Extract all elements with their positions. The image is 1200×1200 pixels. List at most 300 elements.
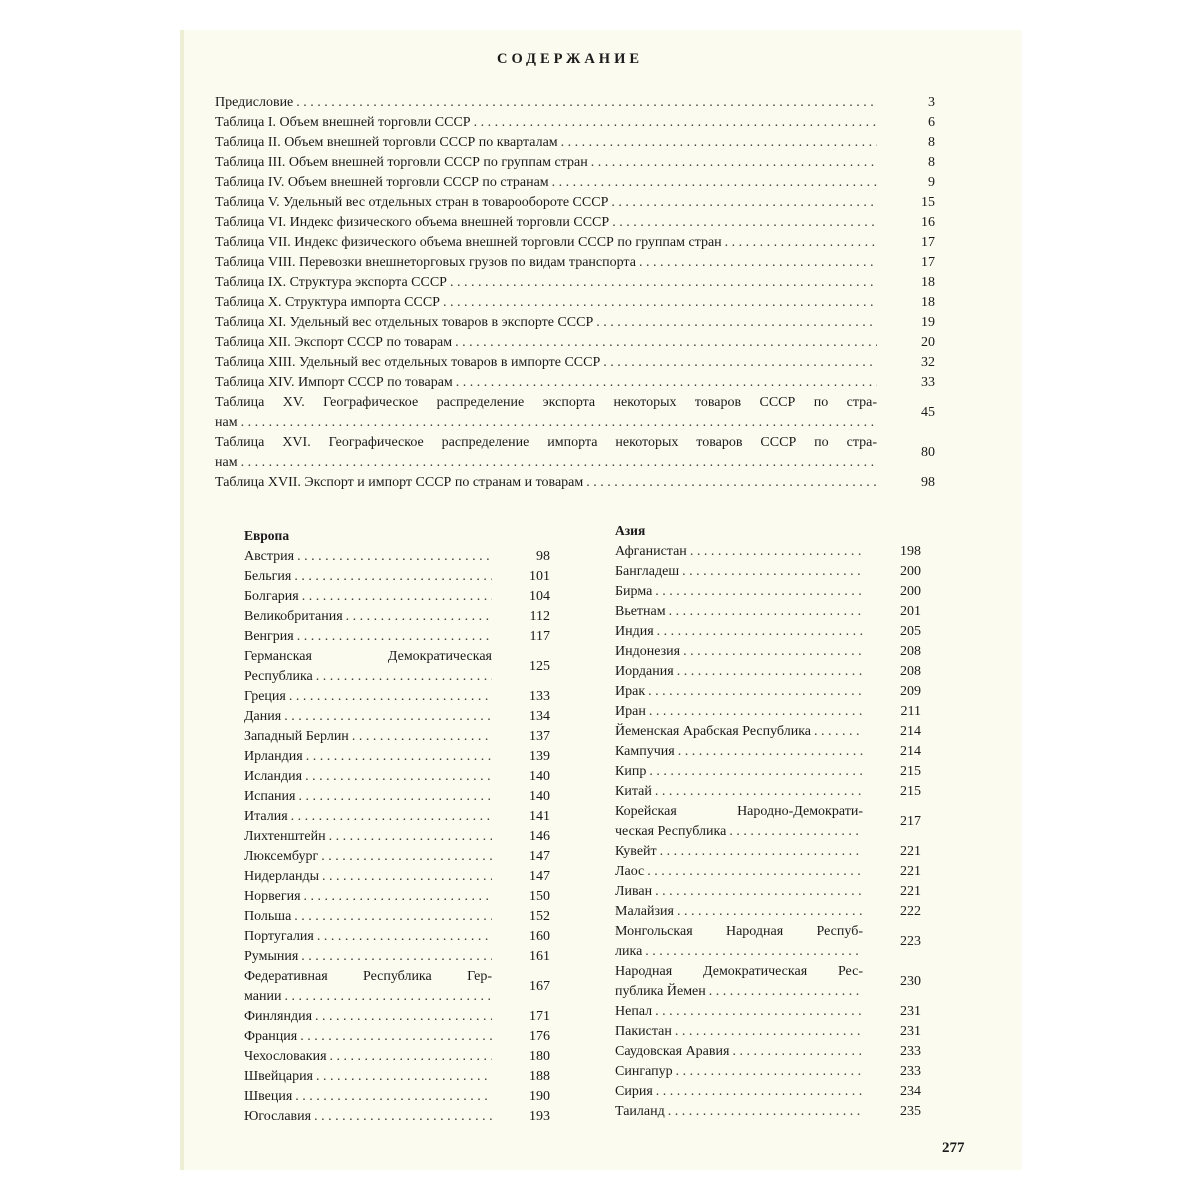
entry-text xyxy=(244,687,492,707)
entry-page-number: 33 xyxy=(921,375,935,390)
entry-text xyxy=(615,1002,863,1022)
dot-leader xyxy=(552,173,877,193)
dot-leader xyxy=(241,453,877,473)
book-page xyxy=(180,30,1022,1170)
dot-leader xyxy=(649,762,863,782)
entry-text xyxy=(615,702,863,722)
entry-text xyxy=(244,1107,492,1127)
entry-text xyxy=(615,862,863,882)
entry-text xyxy=(244,887,492,907)
entry-page-number: 6 xyxy=(928,115,935,130)
entry-text xyxy=(215,353,877,373)
entry-text xyxy=(244,567,492,587)
entry-label: Люксембург xyxy=(244,849,319,864)
toc-entry xyxy=(244,587,550,607)
toc-entry xyxy=(615,1082,921,1102)
entry-label: Австрия xyxy=(244,549,295,564)
dot-leader xyxy=(725,233,877,253)
toc-entry xyxy=(615,582,921,602)
toc-entry xyxy=(615,922,921,962)
entry-label-line1: Народная Демократическая Рес- xyxy=(615,964,863,979)
dot-leader xyxy=(611,193,877,213)
dot-leader xyxy=(352,727,492,747)
entry-label-cont: Республика xyxy=(244,669,313,684)
entry-page-number: 223 xyxy=(900,934,921,949)
entry-page-number: 222 xyxy=(900,904,921,919)
toc-entry xyxy=(615,602,921,622)
entry-text xyxy=(215,153,877,173)
toc-entry xyxy=(244,687,550,707)
entry-label: Лихтенштейн xyxy=(244,829,326,844)
entry-label-cont: нам xyxy=(215,455,238,470)
dot-leader xyxy=(603,353,877,373)
entry-page-number: 201 xyxy=(900,604,921,619)
entry-page-number: 134 xyxy=(529,709,550,724)
entry-page-number: 230 xyxy=(900,974,921,989)
entry-label: Норвегия xyxy=(244,889,301,904)
entry-text xyxy=(244,707,492,727)
entry-text xyxy=(215,213,877,233)
entry-label: Дания xyxy=(244,709,282,724)
entry-text xyxy=(615,902,863,922)
entry-label: Бельгия xyxy=(244,569,292,584)
dot-leader xyxy=(676,1062,863,1082)
entry-text xyxy=(215,193,877,213)
entry-page-number: 8 xyxy=(928,155,935,170)
entry-text xyxy=(615,1102,863,1122)
toc-entry xyxy=(215,273,935,293)
toc-entry xyxy=(215,293,935,313)
entry-page-number: 9 xyxy=(928,175,935,190)
dot-leader xyxy=(298,787,492,807)
entry-text xyxy=(215,113,877,133)
entry-page-number: 15 xyxy=(921,195,935,210)
entry-label-cont: лика xyxy=(615,944,643,959)
toc-entry xyxy=(244,907,550,927)
toc-entry xyxy=(244,567,550,587)
dot-leader xyxy=(291,807,492,827)
table-of-contents xyxy=(215,93,935,493)
entry-label: Кувейт xyxy=(615,844,657,859)
page-edge xyxy=(180,30,184,1170)
entry-page-number: 101 xyxy=(529,569,550,584)
toc-entry xyxy=(215,393,935,433)
toc-entry xyxy=(244,1007,550,1027)
toc-entry xyxy=(215,433,935,473)
entry-page-number: 234 xyxy=(900,1084,921,1099)
entry-label: Йеменская Арабская Республика xyxy=(615,724,811,739)
entry-text xyxy=(244,827,492,847)
entry-label-line2 xyxy=(244,667,492,687)
entry-page-number: 208 xyxy=(900,644,921,659)
toc-entry xyxy=(215,473,935,493)
dot-leader xyxy=(729,822,863,842)
entry-label: Таблица XII. Экспорт СССР по товарам xyxy=(215,335,453,350)
entry-label-line1: Германская Демократическая xyxy=(244,649,492,664)
entry-label-line2 xyxy=(215,413,877,433)
entry-label: Сингапур xyxy=(615,1064,673,1079)
entry-text xyxy=(615,582,863,602)
entry-label: Болгария xyxy=(244,589,299,604)
entry-label: Таблица III. Объем внешней торговли СССР по группам стран xyxy=(215,155,588,170)
entry-page-number: 19 xyxy=(921,315,935,330)
entry-page-number: 147 xyxy=(529,849,550,864)
dot-leader xyxy=(304,887,492,907)
entry-page-number: 231 xyxy=(900,1004,921,1019)
dot-leader xyxy=(596,313,877,333)
dot-leader xyxy=(321,847,492,867)
toc-entry xyxy=(615,762,921,782)
entry-label-line1: Таблица XVI. Географическое распределение импорта некоторых товаров СССР по стра- xyxy=(215,435,877,450)
toc-entry xyxy=(244,707,550,727)
entry-label: Малайзия xyxy=(615,904,674,919)
dot-leader xyxy=(296,93,877,113)
entry-page-number: 217 xyxy=(900,814,921,829)
entry-page-number: 233 xyxy=(900,1044,921,1059)
toc-entry xyxy=(244,927,550,947)
entry-text xyxy=(615,662,863,682)
entry-page-number: 141 xyxy=(529,809,550,824)
dot-leader xyxy=(241,413,877,433)
toc-entry xyxy=(244,947,550,967)
toc-entry xyxy=(215,333,935,353)
entry-label: Ливан xyxy=(615,884,653,899)
entry-text xyxy=(615,622,863,642)
entry-label-line1: Корейская Народно-Демократи- xyxy=(615,804,863,819)
entry-page-number: 235 xyxy=(900,1104,921,1119)
entry-label: Таблица XI. Удельный вес отдельных товаров в экспорте СССР xyxy=(215,315,594,330)
entry-page-number: 112 xyxy=(529,609,550,624)
entry-page-number: 211 xyxy=(900,704,921,719)
toc-entry xyxy=(244,867,550,887)
toc-entry xyxy=(615,542,921,562)
entry-label-line1: Федеративная Республика Гер- xyxy=(244,969,492,984)
dot-leader xyxy=(732,1042,863,1062)
dot-leader xyxy=(294,567,492,587)
entry-label: Таблица II. Объем внешней торговли СССР по кварталам xyxy=(215,135,558,150)
dot-leader xyxy=(297,547,492,567)
entry-text xyxy=(615,722,863,742)
toc-entry xyxy=(244,747,550,767)
entry-label: Швейцария xyxy=(244,1069,313,1084)
entry-page-number: 221 xyxy=(900,844,921,859)
entry-page-number: 3 xyxy=(928,95,935,110)
dot-leader xyxy=(316,1067,492,1087)
toc-entry xyxy=(244,627,550,647)
entry-label-cont: нам xyxy=(215,415,238,430)
entry-text xyxy=(244,747,492,767)
entry-text xyxy=(244,867,492,887)
entry-text xyxy=(615,1062,863,1082)
dot-leader xyxy=(648,682,863,702)
entry-page-number: 104 xyxy=(529,589,550,604)
entry-page-number: 214 xyxy=(900,744,921,759)
entry-label: Финляндия xyxy=(244,1009,313,1024)
entry-label: Иран xyxy=(615,704,646,719)
toc-entry xyxy=(244,647,550,687)
dot-leader xyxy=(669,602,863,622)
toc-entry xyxy=(244,547,550,567)
dot-leader xyxy=(814,722,863,742)
entry-text xyxy=(244,1087,492,1107)
dot-leader xyxy=(709,982,863,1002)
entry-text xyxy=(244,1047,492,1067)
dot-leader xyxy=(294,907,492,927)
entry-label: Таблица V. Удельный вес отдельных стран в товарообороте СССР xyxy=(215,195,609,210)
entry-text xyxy=(244,1027,492,1047)
entry-page-number: 209 xyxy=(900,684,921,699)
toc-entry xyxy=(215,133,935,153)
entry-label: Афганистан xyxy=(615,544,687,559)
entry-label: Предисловие xyxy=(215,95,294,110)
entry-label-line2 xyxy=(615,942,863,962)
entry-text xyxy=(215,473,877,493)
entry-label: Таблица IX. Структура экспорта СССР xyxy=(215,275,447,290)
entry-page-number: 20 xyxy=(921,335,935,350)
dot-leader xyxy=(655,782,863,802)
entry-label: Ирак xyxy=(615,684,646,699)
entry-text xyxy=(244,807,492,827)
entry-page-number: 190 xyxy=(529,1089,550,1104)
toc-entry xyxy=(615,842,921,862)
toc-entry xyxy=(215,113,935,133)
entry-page-number: 200 xyxy=(900,584,921,599)
dot-leader xyxy=(655,1002,863,1022)
entry-label: Лаос xyxy=(615,864,645,879)
entry-text xyxy=(244,587,492,607)
toc-entry xyxy=(615,882,921,902)
entry-text xyxy=(244,787,492,807)
entry-page-number: 180 xyxy=(529,1049,550,1064)
entry-label-line2 xyxy=(244,987,492,1007)
entry-page-number: 139 xyxy=(529,749,550,764)
entry-page-number: 198 xyxy=(900,544,921,559)
asia-heading: Азия xyxy=(615,523,646,538)
dot-leader xyxy=(306,747,492,767)
entry-page-number: 231 xyxy=(900,1024,921,1039)
dot-leader xyxy=(316,667,492,687)
entry-label-line2 xyxy=(615,982,863,1002)
dot-leader xyxy=(329,827,492,847)
entry-page-number: 200 xyxy=(900,564,921,579)
entry-label-line1: Таблица XV. Географическое распределение экспорта некоторых товаров СССР по стра- xyxy=(215,395,877,410)
entry-page-number: 137 xyxy=(529,729,550,744)
dot-leader xyxy=(284,987,492,1007)
entry-label: Таблица XVII. Экспорт и импорт СССР по странам и товарам xyxy=(215,475,584,490)
dot-leader xyxy=(655,582,863,602)
entry-page-number: 205 xyxy=(900,624,921,639)
entry-text xyxy=(244,907,492,927)
dot-leader xyxy=(295,1087,492,1107)
toc-entry xyxy=(615,1042,921,1062)
entry-label: Португалия xyxy=(244,929,314,944)
entry-label: Таблица I. Объем внешней торговли СССР xyxy=(215,115,471,130)
entry-label: Испания xyxy=(244,789,296,804)
entry-page-number: 98 xyxy=(536,549,550,564)
entry-text xyxy=(215,133,877,153)
entry-label: Таблица IV. Объем внешней торговли СССР по странам xyxy=(215,175,549,190)
toc-entry xyxy=(215,253,935,273)
entry-label: Таблица VIII. Перевозки внешнеторговых грузов по видам транспорта xyxy=(215,255,636,270)
entry-text xyxy=(215,373,877,393)
toc-entry xyxy=(615,1102,921,1122)
toc-entry xyxy=(244,1067,550,1087)
dot-leader xyxy=(450,273,877,293)
entry-label: Таблица XIII. Удельный вес отдельных товаров в импорте СССР xyxy=(215,355,601,370)
dot-leader xyxy=(591,153,877,173)
entry-text xyxy=(615,1022,863,1042)
entry-page-number: 221 xyxy=(900,884,921,899)
toc-entry xyxy=(244,1027,550,1047)
dot-leader xyxy=(655,882,863,902)
page-number: 277 xyxy=(942,1140,965,1156)
toc-entry xyxy=(215,193,935,213)
entry-page-number: 233 xyxy=(900,1064,921,1079)
entry-text xyxy=(615,782,863,802)
dot-leader xyxy=(284,707,492,727)
entry-text xyxy=(244,547,492,567)
entry-label: Италия xyxy=(244,809,288,824)
europe-section xyxy=(244,525,550,1127)
dot-leader xyxy=(660,842,863,862)
entry-page-number: 140 xyxy=(529,789,550,804)
dot-leader xyxy=(682,562,863,582)
toc-entry xyxy=(215,353,935,373)
dot-leader xyxy=(656,1082,863,1102)
entry-label-line1: Монгольская Народная Респуб- xyxy=(615,924,863,939)
entry-text xyxy=(244,927,492,947)
dot-leader xyxy=(289,687,492,707)
entry-label: Сирия xyxy=(615,1084,653,1099)
entry-page-number: 215 xyxy=(900,784,921,799)
dot-leader xyxy=(314,1107,492,1127)
entry-text xyxy=(615,742,863,762)
entry-page-number: 18 xyxy=(921,295,935,310)
entry-page-number: 221 xyxy=(900,864,921,879)
entry-page-number: 17 xyxy=(921,235,935,250)
toc-entry xyxy=(615,742,921,762)
entry-text xyxy=(615,1082,863,1102)
dot-leader xyxy=(455,333,877,353)
entry-label: Кипр xyxy=(615,764,647,779)
toc-entry xyxy=(615,622,921,642)
dot-leader xyxy=(678,742,863,762)
entry-page-number: 32 xyxy=(921,355,935,370)
dot-leader xyxy=(302,587,492,607)
entry-label: Таблица VII. Индекс физического объема внешней торговли СССР по группам стран xyxy=(215,235,722,250)
dot-leader xyxy=(456,373,877,393)
toc-entry xyxy=(615,782,921,802)
entry-label: Франция xyxy=(244,1029,298,1044)
entry-page-number: 208 xyxy=(900,664,921,679)
toc-entry xyxy=(615,802,921,842)
dot-leader xyxy=(683,642,863,662)
entry-text xyxy=(615,882,863,902)
entry-page-number: 117 xyxy=(529,629,550,644)
entry-page-number: 8 xyxy=(928,135,935,150)
entry-label: Чехословакия xyxy=(244,1049,327,1064)
toc-entry xyxy=(615,1062,921,1082)
entry-text xyxy=(215,233,877,253)
entry-label: Западный Берлин xyxy=(244,729,349,744)
toc-entry xyxy=(244,807,550,827)
entry-text xyxy=(244,847,492,867)
toc-entry xyxy=(244,827,550,847)
toc-entry xyxy=(615,642,921,662)
entry-page-number: 80 xyxy=(921,445,935,460)
toc-entry xyxy=(244,607,550,627)
dot-leader xyxy=(301,947,492,967)
entry-page-number: 140 xyxy=(529,769,550,784)
entry-page-number: 160 xyxy=(529,929,550,944)
entry-text xyxy=(244,947,492,967)
entry-page-number: 152 xyxy=(529,909,550,924)
toc-entry xyxy=(244,727,550,747)
toc-entry xyxy=(244,1107,550,1127)
toc-entry xyxy=(615,1022,921,1042)
dot-leader xyxy=(443,293,877,313)
entry-page-number: 16 xyxy=(921,215,935,230)
entry-label: Нидерланды xyxy=(244,869,319,884)
entry-label: Греция xyxy=(244,689,286,704)
dot-leader xyxy=(474,113,877,133)
entry-page-number: 150 xyxy=(529,889,550,904)
toc-entry xyxy=(244,887,550,907)
entry-page-number: 215 xyxy=(900,764,921,779)
dot-leader xyxy=(561,133,877,153)
toc-entry xyxy=(215,313,935,333)
entry-label: Саудовская Аравия xyxy=(615,1044,730,1059)
toc-entry xyxy=(244,767,550,787)
entry-label: Таблица VI. Индекс физического объема внешней торговли СССР xyxy=(215,215,610,230)
entry-text xyxy=(215,313,877,333)
entry-page-number: 45 xyxy=(921,405,935,420)
entry-text xyxy=(615,602,863,622)
entry-page-number: 125 xyxy=(529,659,550,674)
dot-leader xyxy=(300,1027,492,1047)
entry-label: Иордания xyxy=(615,664,674,679)
europe-heading: Европа xyxy=(244,528,290,543)
dot-leader xyxy=(315,1007,492,1027)
entry-text xyxy=(215,293,877,313)
entry-label-cont: мании xyxy=(244,989,282,1004)
entry-label: Индонезия xyxy=(615,644,681,659)
toc-entry xyxy=(615,1002,921,1022)
dot-leader xyxy=(647,862,863,882)
entry-text xyxy=(244,627,492,647)
entry-text xyxy=(615,682,863,702)
dot-leader xyxy=(675,1022,863,1042)
entry-page-number: 147 xyxy=(529,869,550,884)
toc-entry xyxy=(615,722,921,742)
dot-leader xyxy=(586,473,877,493)
dot-leader xyxy=(297,627,492,647)
entry-label: Бангладеш xyxy=(615,564,680,579)
entry-text xyxy=(244,1007,492,1027)
toc-entry xyxy=(215,93,935,113)
dot-leader xyxy=(677,902,863,922)
dot-leader xyxy=(677,662,863,682)
entry-page-number: 193 xyxy=(529,1109,550,1124)
entry-label: Румыния xyxy=(244,949,299,964)
entry-text xyxy=(215,253,877,273)
entry-label-cont: публика Йемен xyxy=(615,984,706,999)
dot-leader xyxy=(649,702,863,722)
dot-leader xyxy=(330,1047,492,1067)
entry-text xyxy=(615,642,863,662)
entry-page-number: 188 xyxy=(529,1069,550,1084)
entry-label: Швеция xyxy=(244,1089,293,1104)
